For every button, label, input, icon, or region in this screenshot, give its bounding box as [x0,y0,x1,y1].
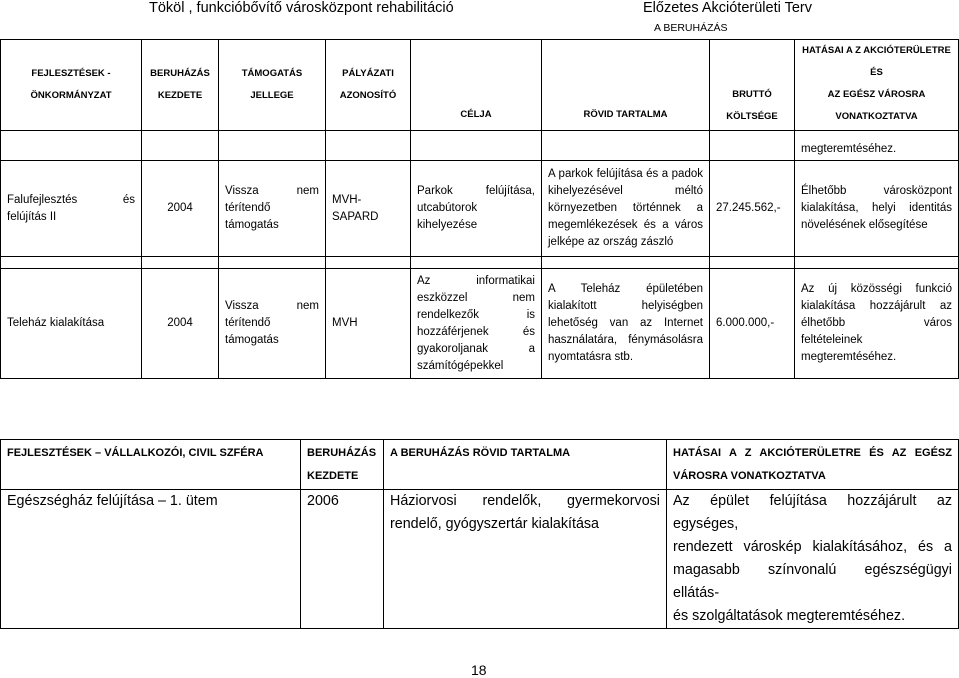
cell-start-year: 2004 [142,161,219,257]
cell-development-name: Teleház kialakítása [1,269,142,379]
header-start: BERUHÁZÁS KEZDETE [142,40,219,131]
investments-table-municipal [0,39,959,379]
cell-support-type: Vissza nem térítendő támogatás [219,161,326,257]
header-start: BERUHÁZÁS KEZDETE [301,440,384,490]
header-effects: HATÁSAI A Z AKCIÓTERÜLETRE ÉS AZ EGÉSZ VÁROSRA VONATKOZTATVA [795,40,959,131]
cell-short-content: A parkok felújítása és a padok kihelyezésével méltó környezetben történnek a megemlékezések és a város jelképe az ország zászló [542,161,710,257]
cell-tender-id: MVH- SAPARD [326,161,411,257]
investments-table-private-civil [0,439,959,629]
cell-goal: Parkok felújítása, utcabútorok kihelyezése [411,161,542,257]
cell-effects: Az épület felújítása hozzájárult az egységes, rendezett városkép kialakításához, és a magasabb színvonalú egészségügyi ellátás- és szolgáltatások megteremtéséhez. [667,490,959,629]
header-developments: FEJLESZTÉSEK - ÖNKORMÁNYZAT [1,40,142,131]
header-short-content: A BERUHÁZÁS RÖVID TARTALMA [384,440,667,490]
header-goal: CÉLJA [411,40,542,131]
table-header-row [1,40,959,131]
cell-start-year: 2006 [301,490,384,629]
header-short-content: RÖVID TARTALMA [542,40,710,131]
page-number: 18 [471,662,487,678]
document-title: Tököl , funkcióbővítő városközpont rehabilitáció [149,0,454,16]
table-row [1,131,959,161]
header-tender-id: PÁLYÁZATI AZONOSÍTÓ [326,40,411,131]
table-row [1,269,959,379]
table-row [1,161,959,257]
cell-gross-cost: 27.245.562,- [710,161,795,257]
table-header-row [1,440,959,490]
cell-short-content: Háziorvosi rendelők, gyermekorvosi rendelő, gyógyszertár kialakítása [384,490,667,629]
cell-support-type: Vissza nem térítendő támogatás [219,269,326,379]
document-subtitle: Előzetes Akcióterületi Terv [643,0,812,16]
section-label: A BERUHÁZÁS [654,22,728,34]
cell-development-name: Egészségház felújítása – 1. ütem [1,490,301,629]
cell-development-name: Falufejlesztés és felújítás II [1,161,142,257]
cell-effects: Élhetőbb városközpont kialakítása, helyi identitás növelésének elősegítése [795,161,959,257]
header-gross-cost: BRUTTÓ KÖLTSÉGE [710,40,795,131]
continuation-cell: megteremtéséhez. [795,131,959,161]
cell-start-year: 2004 [142,269,219,379]
table-row [1,490,959,629]
cell-gross-cost: 6.000.000,- [710,269,795,379]
cell-tender-id: MVH [326,269,411,379]
table-spacer-row [1,257,959,269]
header-support-type: TÁMOGATÁS JELLEGE [219,40,326,131]
header-developments-private: FEJLESZTÉSEK – VÁLLALKOZÓI, CIVIL SZFÉRA [1,440,301,490]
cell-effects: Az új közösségi funkció kialakítása hozzájárult az élhetőbb város feltételeinek megteremtéséhez. [795,269,959,379]
cell-goal: Az informatikai eszközzel nem rendelkezők is hozzáférjenek és gyakoroljanak a számítógépekkel [411,269,542,379]
cell-short-content: A Teleház épületében kialakított helyiségben lehetőség van az Internet használatára, fénymásolásra nyomtatásra stb. [542,269,710,379]
header-effects: HATÁSAI A Z AKCIÓTERÜLETRE ÉS AZ EGÉSZ VÁROSRA VONATKOZTATVA [667,440,959,490]
